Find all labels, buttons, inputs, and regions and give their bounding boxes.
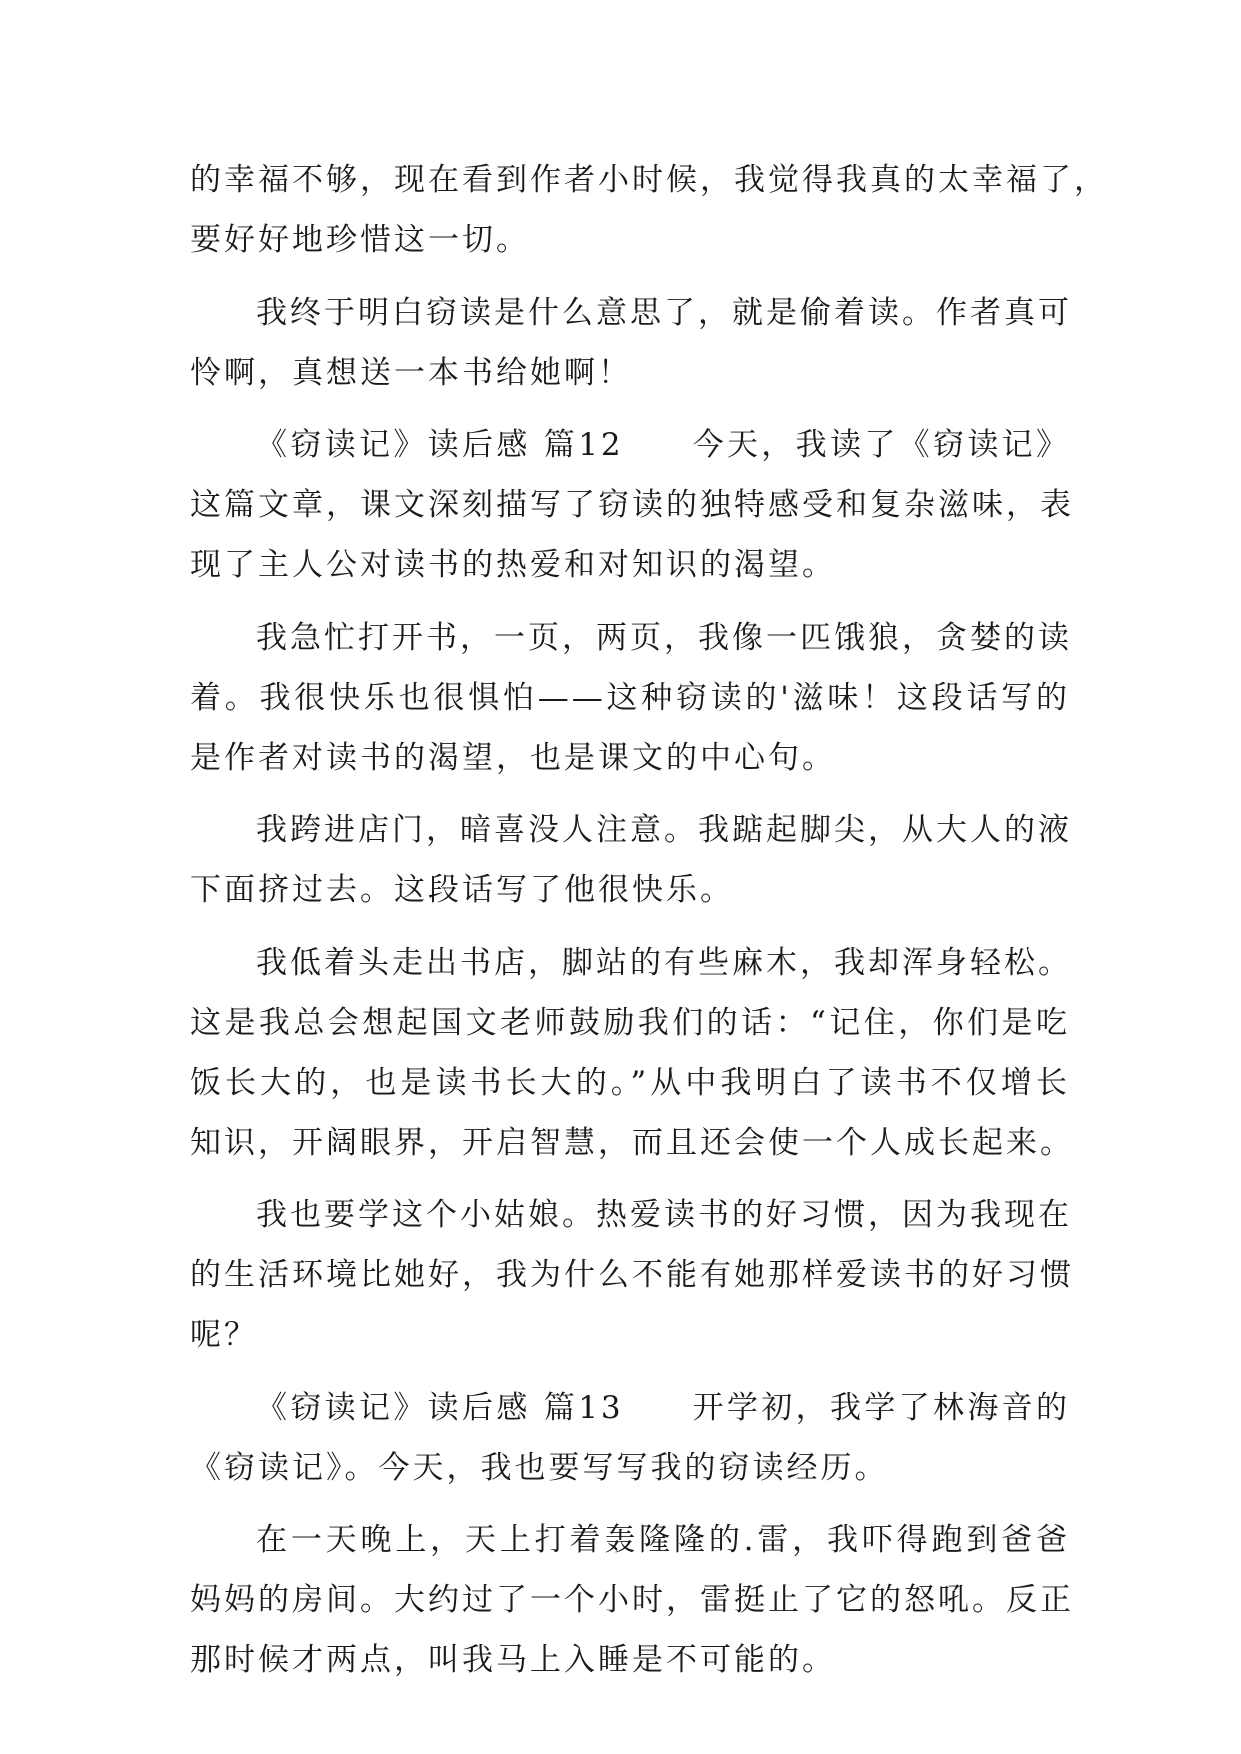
text-line: 是作者对读书的渴望，也是课文的中心句。 — [190, 740, 836, 776]
text-line: 《窃读记》读后感 篇13 开学初，我学了林海音的 — [256, 1390, 1070, 1426]
text-line: 妈妈的房间。大约过了一个小时，雷挺止了它的怒吼。反正 — [190, 1582, 1074, 1618]
text-line: 我终于明白窃读是什么意思了，就是偷着读。作者真可 — [256, 295, 1072, 331]
text-line: 下面挤过去。这段话写了他很快乐。 — [190, 872, 734, 908]
text-line: 那时候才两点，叫我马上入睡是不可能的。 — [190, 1642, 836, 1678]
text-line: 这是我总会想起国文老师鼓励我们的话：“记住，你们是吃 — [190, 1005, 1070, 1041]
text-line: 要好好地珍惜这一切。 — [190, 222, 530, 258]
text-line: 知识，开阔眼界，开启智慧，而且还会使一个人成长起来。 — [190, 1125, 1074, 1161]
text-line: 《窃读记》。今天，我也要写写我的窃读经历。 — [190, 1450, 889, 1486]
text-line: 呢？ — [190, 1317, 258, 1353]
text-line: 我跨进店门，暗喜没人注意。我踮起脚尖，从大人的液 — [256, 812, 1072, 848]
text-line: 《窃读记》读后感 篇12 今天，我读了《窃读记》 — [256, 427, 1070, 463]
text-line: 我低着头走出书店，脚站的有些麻木，我却浑身轻松。 — [256, 945, 1072, 981]
text-line: 我也要学这个小姑娘。热爱读书的好习惯，因为我现在 — [256, 1197, 1072, 1233]
text-line: 我急忙打开书，一页，两页，我像一匹饿狼，贪婪的读 — [256, 620, 1072, 656]
text-line: 怜啊，真想送一本书给她啊！ — [190, 355, 632, 391]
text-line: 饭长大的，也是读书长大的。”从中我明白了读书不仅增长 — [190, 1065, 1070, 1101]
text-line: 这篇文章，课文深刻描写了窃读的独特感受和复杂滋味，表 — [190, 487, 1074, 523]
text-line: 现了主人公对读书的热爱和对知识的渴望。 — [190, 547, 836, 583]
text-line: 的生活环境比她好，我为什么不能有她那样爱读书的好习惯 — [190, 1257, 1074, 1293]
text-line: 着。我很快乐也很惧怕——这种窃读的'滋味！这段话写的 — [190, 680, 1070, 716]
text-line: 的幸福不够，现在看到作者小时候，我觉得我真的太幸福了， — [190, 162, 1108, 198]
text-line: 在一天晚上，天上打着轰隆隆的.雷，我吓得跑到爸爸 — [256, 1522, 1070, 1558]
